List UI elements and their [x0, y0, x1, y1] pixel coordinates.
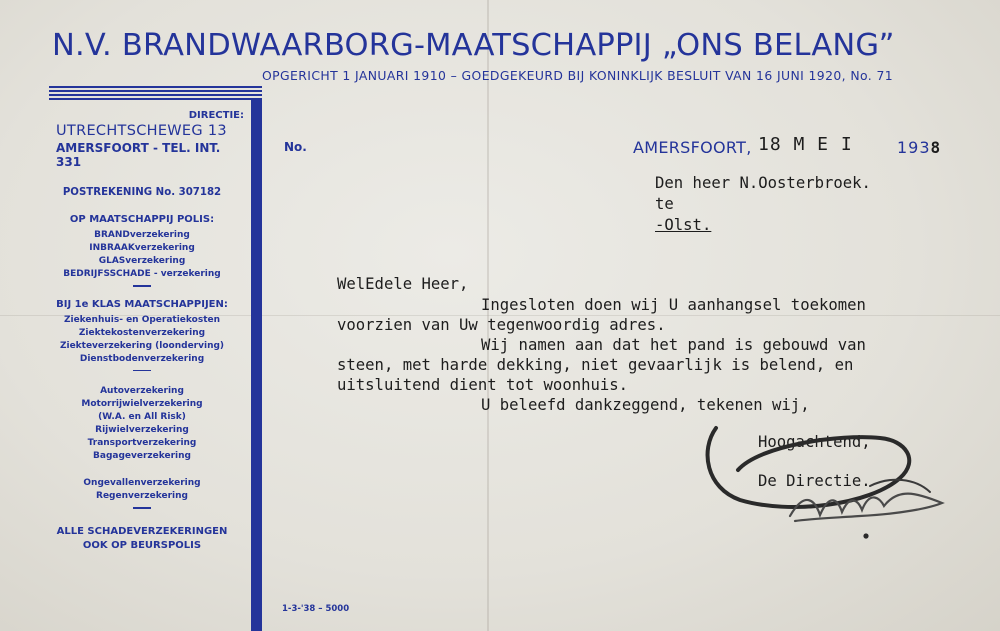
list-item: BEDRIJFSSCHADE - verzekering — [63, 269, 221, 279]
list-item: Bagageverzekering — [93, 451, 191, 461]
body-line: voorzien van Uw tegenwoordig adres. — [337, 316, 666, 334]
typed-date: 18 M E I — [758, 134, 853, 155]
company-name: N.V. BRANDWAARBORG-MAATSCHAPPIJ „ONS BELANG” — [52, 28, 895, 63]
list-item: Ziekenhuis- en Operatiekosten — [63, 314, 221, 325]
list-item: Motorrijwielverzekering — [81, 399, 203, 409]
signatory: De Directie. — [758, 472, 871, 490]
stamp-loop — [708, 428, 910, 507]
list-item: INBRAAKverzekering — [89, 243, 195, 253]
body-line: uitsluitend dient tot woonhuis. — [337, 376, 629, 394]
print-code: 1-3-'38 – 5000 — [282, 604, 350, 614]
address-line: te — [655, 195, 674, 213]
list-item: Ziekteverzekering (loonderving) — [59, 340, 225, 351]
list-item: GLASverzekering — [98, 256, 186, 266]
street-address: UTRECHTSCHEWEG 13 — [56, 123, 227, 139]
list-item: Rijwielverzekering — [95, 425, 189, 435]
body-line: steen, met harde dekking, niet gevaarlijk is belend, en — [337, 356, 854, 374]
address-line: Den heer N.Oosterbroek. — [655, 174, 871, 192]
city-phone: AMERSFOORT - TEL. INT. 331 — [56, 141, 221, 169]
list-item: Transportverzekering — [87, 438, 197, 448]
place-name: AMERSFOORT, — [633, 138, 752, 157]
final-line: OOK OP BEURSPOLIS — [82, 539, 202, 551]
body-line: U beleefd dankzeggend, tekenen wij, — [481, 396, 810, 414]
body-line: Ingesloten doen wij U aanhangsel toekomen — [481, 296, 866, 314]
founding-line: OPGERICHT 1 JANUARI 1910 – GOEDGEKEURD BIJ KONINKLIJK BESLUIT VAN 16 JUNI 1920, No. 71 — [262, 68, 894, 83]
signature-dot — [863, 533, 868, 538]
list-item: Autoverzekering — [100, 386, 184, 396]
body-line: Wij namen aan dat het pand is gebouwd van — [481, 336, 866, 354]
list-item: (W.A. en All Risk) — [98, 412, 186, 422]
list-item: Ongevallenverzekering — [83, 478, 201, 488]
list-item: Dienstbodenverzekering — [79, 353, 205, 364]
directie-label: DIRECTIE: — [188, 110, 244, 121]
address-line: -Olst. — [655, 216, 712, 234]
postrekening: POSTREKENING No. 307182 — [62, 187, 222, 198]
polis-heading: OP MAATSCHAPPIJ POLIS: — [69, 214, 215, 225]
list-item: Regenverzekering — [96, 491, 188, 501]
year-typed: 8 — [930, 138, 942, 157]
final-line: ALLE SCHADEVERZEKERINGEN — [56, 525, 228, 537]
salutation: WelEdele Heer, — [337, 275, 469, 293]
list-item: BRANDverzekering — [94, 230, 190, 240]
closing: Hoogachtend, — [758, 433, 871, 451]
list-item: Ziektekostenverzekering — [78, 327, 206, 338]
klas-heading: BIJ 1e KLAS MAATSCHAPPIJEN: — [56, 298, 228, 310]
reference-number-label: No. — [284, 140, 307, 154]
year-printed: 193 — [897, 138, 931, 157]
